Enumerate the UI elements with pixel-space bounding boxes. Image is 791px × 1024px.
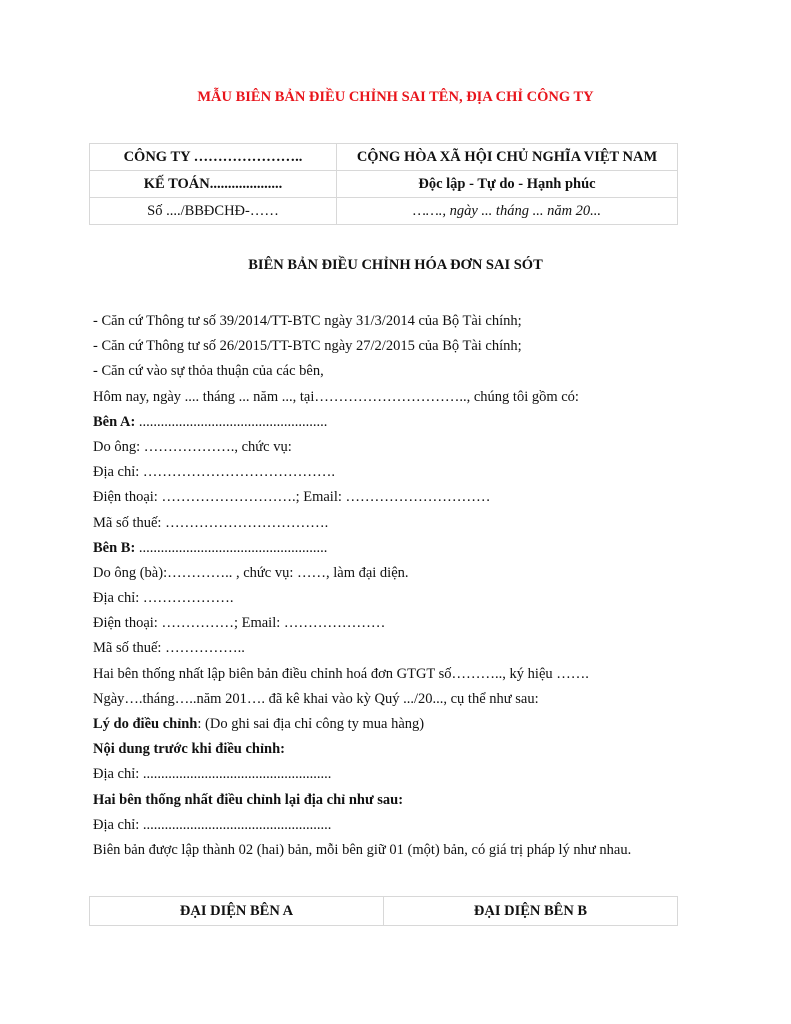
header-table: [89, 143, 678, 225]
document-body: [93, 309, 713, 863]
party-a-dots: ....................................................: [135, 413, 328, 430]
page-title: MẪU BIÊN BẢN ĐIỀU CHỈNH SAI TÊN, ĐỊA CHỈ CÔNG TY: [197, 89, 594, 105]
before-adjustment-label: Nội dung trước khi điều chỉnh:: [93, 741, 285, 758]
legal-basis-2: - Căn cứ Thông tư số 26/2015/TT-BTC ngày 27/2/2015 của Bộ Tài chính;: [93, 338, 522, 355]
party-a-signature-header: ĐẠI DIỆN BÊN A: [90, 897, 384, 926]
nation-name: CỘNG HÒA XÃ HỘI CHỦ NGHĨA VIỆT NAM: [337, 144, 678, 171]
party-a-contact: Điện thoại: ……………………….; Email: …………………………: [93, 489, 491, 506]
party-b-address: Địa chỉ: ……………….: [93, 590, 234, 607]
declaration-line: Ngày….tháng…..năm 201…. đã kê khai vào kỳ Quý .../20..., cụ thể như sau:: [93, 690, 539, 707]
reason-text: : (Do ghi sai địa chỉ công ty mua hàng): [197, 716, 425, 732]
legal-basis-3: - Căn cứ vào sự thỏa thuận của các bên,: [93, 363, 324, 380]
date-place: ……., ngày ... tháng ... năm 20...: [337, 198, 678, 225]
party-b-line: [93, 536, 713, 561]
signature-table: [89, 896, 678, 926]
after-adjustment-label: Hai bên thống nhất điều chỉnh lại địa chỉ như sau:: [93, 791, 404, 808]
party-b-representative: Do ông (bà):………….. , chức vụ: ……, làm đại diện.: [93, 564, 409, 581]
copies-statement: Biên bản được lập thành 02 (hai) bản, mỗi bên giữ 01 (một) bản, có giá trị pháp lý như nhau.: [93, 841, 632, 858]
party-b-signature-header: ĐẠI DIỆN BÊN B: [384, 897, 678, 926]
party-b-label: Bên B:: [93, 539, 136, 556]
company-name: CÔNG TY …………………..: [90, 144, 337, 171]
after-adjustment-address: Địa chỉ: ....................................................: [93, 816, 332, 833]
party-a-label: Bên A:: [93, 413, 136, 430]
legal-basis-1: - Căn cứ Thông tư số 39/2014/TT-BTC ngày 31/3/2014 của Bộ Tài chính;: [93, 313, 522, 329]
reason-line: [93, 712, 713, 737]
meeting-date-line: Hôm nay, ngày .... tháng ... năm ..., tại………………………….., chúng tôi gồm có:: [93, 388, 579, 405]
party-b-tax-code: Mã số thuế: ……………..: [93, 640, 245, 657]
document-heading: BIÊN BẢN ĐIỀU CHỈNH HÓA ĐƠN SAI SÓT: [248, 257, 543, 273]
document-number: Số ..../BBĐCHĐ-……: [90, 198, 337, 225]
party-b-dots: ....................................................: [135, 539, 328, 556]
before-adjustment-address: Địa chỉ: ....................................................: [93, 766, 332, 783]
national-motto: Độc lập - Tự do - Hạnh phúc: [337, 171, 678, 198]
agreement-line: Hai bên thống nhất lập biên bản điều chỉnh hoá đơn GTGT số……….., ký hiệu …….: [93, 665, 589, 682]
party-a-representative: Do ông: ………………., chức vụ:: [93, 438, 292, 455]
party-a-tax-code: Mã số thuế: …………………………….: [93, 514, 329, 531]
department-name: KẾ TOÁN....................: [90, 171, 337, 198]
party-a-line: [93, 410, 713, 435]
party-b-contact: Điện thoại: ……………; Email: …………………: [93, 615, 386, 632]
reason-label: Lý do điều chỉnh: [93, 716, 198, 732]
party-a-address: Địa chỉ: ………………………………….: [93, 464, 336, 481]
